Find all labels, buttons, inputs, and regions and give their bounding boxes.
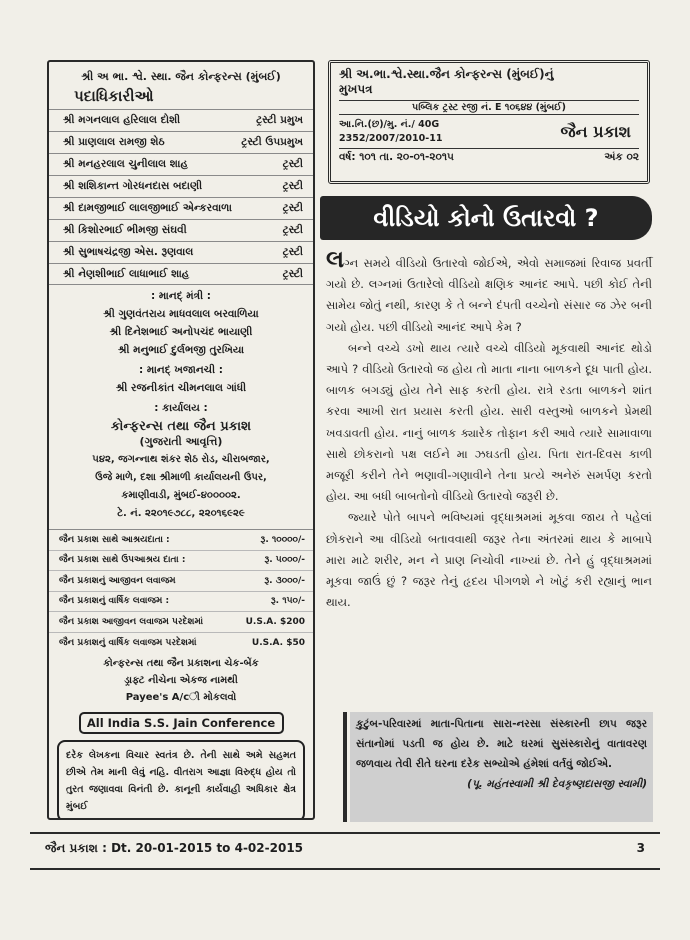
rate-label: જૈન પ્રકાશનું વાર્ષિક લવાજમ : <box>59 596 170 607</box>
officer-name: શ્રી શશિકાન્ત ગોરધનદાસ બદાણી <box>63 180 203 192</box>
officer-role: ટ્રસ્ટી <box>282 246 303 258</box>
disclaimer-box: દરેક લેખકના વિચાર સ્વતંત્ર છે. તેની સાથે અમે સહમત છીએ તેમ માની લેવું નહિ. વીતરાગ આજ્ઞા વિરુદ્ધ હોય તો તુરત જણાવવા વિનંતી છે. કાનૂની કાર્યવાહી અધિકાર ક્ષેત્ર મુંબઈ <box>57 740 305 820</box>
article-paragraph: જ્યારે પોતે બાપને ભવિષ્યમાં વૃદ્ધાશ્રમમાં મૂકવા જાય તે પહેલાં છોકરાને આ વીડિયો બતાવવાથી જરૂર તેના અંતરમાં થાય કે માબાપે મારા માટે શરીર, મન ને પ્રાણ નિચોવી નાખ્યાં છે. તેને હું વૃદ્ધાશ્રમમાં મૂકવા જાઉં છું ? જરૂર તેનું હૃદય પીગળશે ને ખોટું કરી રહ્યાનું ભાન થાય. <box>326 510 652 610</box>
rate-value: રૂ. ૩૦૦૦/- <box>264 575 305 586</box>
officer-name: શ્રી સુભાષચંદ્રજી એસ. રૂણવાલ <box>63 246 194 258</box>
rate-label: જૈન પ્રકાશ આજીવન લવાજમ પરદેશમાં <box>59 616 204 627</box>
footer-rule <box>30 832 660 834</box>
officer-row <box>49 131 313 153</box>
phone-line: ટે. નં. ૨૨૦૧૯૭૮૮, ૨૨૦૧૬૯૨૯ <box>117 508 245 519</box>
rate-label: જૈન પ્રકાશ સાથે આશ્રયદાતા : <box>59 534 170 545</box>
rate-row <box>49 571 313 592</box>
rate-label: જૈન પ્રકાશનું વાર્ષિક લવાજમ પરદેશમાં <box>59 637 197 648</box>
article-paragraph: બન્ને વચ્ચે ડખો થાય ત્યારે વચ્ચે વીડિયો મૂકવાથી આનંદ થોડો આપે ? વીડિયો ઉતારવો જ હોય તો માતા નાના બાળકને દૂધ પાતી હોય. બાળક બગડ્યું હોય તેને સાફ કરતી હોય. રાત્રે રડતા બાળકને શાંત કરવા આખી રાત પ્રયાસ કરતી હોય. સારી વસ્તુઓ બાળકને પ્રેમથી ખવડાવતી હોય. નાનું બાળક ક્યારેક તોફાન કરી આવે ત્યારે સામાવાળા સાથે છોકરાનો પક્ષ લઈને મા ઝઘડતી હોય. પિતા રાત-દિવસ કાળી મજૂરી કરીને તેને ભણાવી-ગણાવીને તેના પ્રત્યે અનેરું સમર્પણ કરતો હોય. આ બધી બાબતોનો વીડિયો ઉતારવો જરૂરી છે. <box>326 340 652 504</box>
rate-value: રૂ. ૧૦૦૦૦/- <box>260 534 305 545</box>
footer-rule <box>30 868 660 870</box>
article-headline: વીડિયો કોનો ઉતારવો ? <box>320 196 652 240</box>
article-paragraph: લગ્ન સમયે વીડિયો ઉતારવો જોઈએ, એવો સમાજમાં રિવાજ પ્રવર્તી ગયો છે. લગ્નમાં ઉતારેલો વીડિયો ક્ષણિક આનંદ આપે. પછી કોઈ તેની સામેય જોતું નથી, કારણ કે તે બન્ને દંપતી વચ્ચેનો સંસાર જ ઝેર બની ગયો હોય. પછી વીડિયો આનંદ આપે કેમ ? <box>326 245 652 334</box>
drop-cap: લ <box>326 245 345 273</box>
address-line: કમાણીવાડી, મુંબઈ-૪૦૦૦૦૨. <box>121 490 241 501</box>
rate-value: રૂ. ૫૦૦૦/- <box>264 555 305 566</box>
payee-badge: All India S.S. Jain Conference <box>79 712 284 734</box>
officer-role: ટ્રસ્ટી <box>282 202 303 214</box>
office-heading: : કાર્યાલય : <box>154 402 208 414</box>
address-line: ઉજે માળે, દશા શ્રીમાળી કાર્યાલયની ઉપર, <box>95 472 267 483</box>
cheque-instructions <box>49 653 313 708</box>
officer-name: શ્રી કિશોરભાઈ ભીમજી સંઘવી <box>63 224 187 236</box>
office-name: કોન્ફરન્સ તથા જૈન પ્રકાશ <box>110 419 252 434</box>
rate-label: જૈન પ્રકાશ સાથે ઉપઆશ્રય દાતા : <box>59 555 186 566</box>
officer-name: શ્રી મનહરલાલ ચુનીલાલ શાહ <box>63 158 188 170</box>
address-line: ૫૪૨, જગન્નાથ શંકર શેઠ રોડ, ચીરાબજાર, <box>92 454 270 465</box>
rate-row <box>49 551 313 572</box>
secretary-name: શ્રી ગુણવંતરાય માધવલાલ બરવાળિયા <box>103 308 259 320</box>
officer-row <box>49 241 313 263</box>
secretary-name: શ્રી મનુભાઈ દુર્લભજી તુરખિયા <box>117 344 245 356</box>
officer-role: ટ્રસ્ટી <box>282 267 303 280</box>
rate-value: U.S.A. $200 <box>245 616 305 627</box>
treasurer-heading: : માનદ્ ખજાનચી : <box>139 364 223 376</box>
officer-name: શ્રી મગનલાલ હરિલાલ દોશી <box>63 114 181 126</box>
article-body <box>326 245 652 613</box>
masthead <box>328 60 650 184</box>
page-number: 3 <box>636 841 645 855</box>
officer-row <box>49 219 313 241</box>
cheque-line: Payee's A/cી મોકલવો <box>125 692 237 703</box>
officer-row <box>49 263 313 285</box>
volume-date: વર્ષ: ૧૦૧ તા. ૨૦-૦૧-૨૦૧૫ <box>339 151 454 163</box>
officer-row <box>49 153 313 175</box>
officer-row <box>49 109 313 131</box>
rate-row <box>49 612 313 633</box>
cheque-line: ડ્રાફ્ટ નીચેના એકજ નામથી <box>124 675 238 686</box>
secretary-name: શ્રી દિનેશભાઈ અનોપચંદ ભાયાણી <box>109 326 253 338</box>
office-subtitle: (ગુજરાતી આવૃત્તિ) <box>139 435 223 448</box>
officer-role: ટ્રસ્ટી <box>282 224 303 236</box>
footer-date: જૈન પ્રકાશ : Dt. 20-01-2015 to 4-02-2015 <box>45 841 304 855</box>
officer-role: ટ્રસ્ટી <box>282 180 303 192</box>
subscription-rates <box>49 529 313 653</box>
office-address <box>49 449 313 523</box>
rate-value: રૂ. ૧૫૦/- <box>270 596 305 607</box>
officer-name: શ્રી પ્રાણલાલ રામજી શેઠ <box>63 136 165 148</box>
org-title: શ્રી અ ભા. શ્વે. સ્થા. જૈન કોન્ફરન્સ (મુંબઈ) <box>81 70 281 83</box>
masthead-org: શ્રી અ.ભા.શ્વે.સ્થા.જૈન કોન્ફરન્સ (મુંબઈ)નું <box>339 67 554 81</box>
issue-number: અંક ૦૨ <box>604 151 639 163</box>
quote-bar <box>343 712 347 822</box>
rate-row <box>49 530 313 551</box>
officer-name: શ્રી નેણશીભાઈ લાધાભાઈ શાહ <box>63 267 190 280</box>
officer-role: ટ્રસ્ટી <box>282 158 303 170</box>
trust-registration: પબ્લિક ટ્રસ્ટ રજી નં. E ૧૦૬૪૪ (મુંબઈ) <box>339 100 639 115</box>
publication-name: જૈન પ્રકાશ <box>560 122 631 141</box>
quote-text: કુટુંબ-પરિવારમાં માતા-પિતાના સારા-નરસા સંસ્કારની છાપ જરૂર સંતાનોમાં પડતી જ હોય છે. માટે ઘરમાં સુસંસ્કારોનું વાતાવરણ જળવાય તેવી રીતે ઘરના દરેક સભ્યોએ હંમેશાં વર્તવું જોઈએ. <box>356 718 647 770</box>
page-footer <box>45 841 645 856</box>
officer-role: ટ્રસ્ટી ઉપપ્રમુખ <box>241 136 303 148</box>
sidebar-box <box>47 60 315 820</box>
officers-heading: પદાધિકારીઓ <box>74 87 154 105</box>
rate-row <box>49 592 313 613</box>
officer-row <box>49 175 313 197</box>
quote-box <box>350 712 653 822</box>
cheque-line: કોન્ફરન્સ તથા જૈન પ્રકાશના ચેક-બેંક <box>103 658 259 669</box>
masthead-mouthpiece: મુખપત્ર <box>339 82 373 96</box>
postal-reg-1: આ.નિ.(છ)/મુ. નં./ 40G <box>339 119 440 130</box>
officers-list <box>49 109 313 285</box>
officer-role: ટ્રસ્ટી પ્રમુખ <box>256 114 303 126</box>
quote-attribution: (પૂ. મહંતસ્વામી શ્રી દેવકૃષ્ણદાસજી સ્વામી) <box>467 778 647 790</box>
rate-value: U.S.A. $50 <box>251 637 305 648</box>
rate-label: જૈન પ્રકાશનું આજીવન લવાજમ <box>59 575 176 586</box>
officer-name: શ્રી દામજીભાઈ લાલજીભાઈ એન્કરવાળા <box>63 202 232 214</box>
secretary-heading: : માનદ્ મંત્રી : <box>151 290 211 302</box>
rate-row <box>49 633 313 654</box>
postal-reg-2: 2352/2007/2010-11 <box>339 133 443 144</box>
treasurer-name: શ્રી રજનીકાંત ચીમનલાલ ગાંધી <box>115 382 247 394</box>
officer-row <box>49 197 313 219</box>
